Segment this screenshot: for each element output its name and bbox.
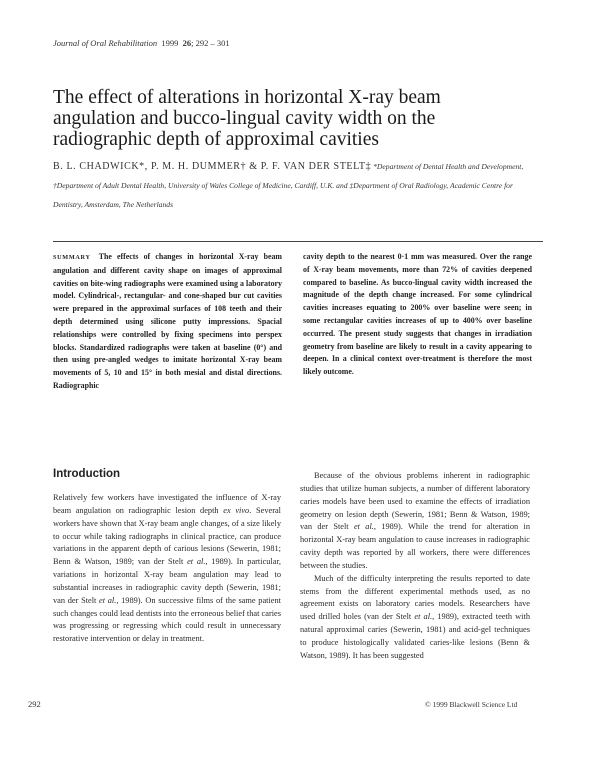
article-title: The effect of alterations in horizontal X-ray beam angulation and bucco-lingual cavity width on the radiographic depth of approximal cavities bbox=[53, 87, 441, 150]
section-divider bbox=[53, 241, 543, 242]
body-right-column bbox=[300, 470, 530, 663]
intro-paragraph-1: Relatively few workers have investigated the influence of X-ray beam angulation on radiographic lesion depth ex vivo. Several workers have shown that X-ray beam angle changes, of a size likely to occur while taking radiographs in clinical practice, can produce variations in the apparent depth of carious lesions (Sewerin, 1981; Benn & Watson, 1989; van der Stelt et al., 1989). In particular, variations in horizontal X-ray beam angulation may lead to substantial increases in radiographic cavity depth (Sewerin, 1981; van der Stelt et al., 1989). On successive films of the same patient such changes could lead dentists into the erroneous belief that caries was progressing or regressing which could result in unnecessary restorative intervention or delay in treatment. bbox=[53, 493, 281, 644]
author-names: B. L. CHADWICK*, P. M. H. DUMMER† & P. F. VAN DER STELT‡ bbox=[53, 161, 372, 172]
abstract-left-column bbox=[53, 251, 282, 393]
page-number: 292 bbox=[28, 699, 41, 709]
summary-label: SUMMARY bbox=[53, 254, 91, 261]
introduction-heading: Introduction bbox=[53, 468, 121, 480]
intro-paragraph-3: Much of the difficulty interpreting the results reported to date stems from the different experimental methods used, as no agreement exists on laboratory caries models. Researchers have used drilled holes (van der Stelt et al., 1989), extracted teeth with natural approximal caries (Sewerin, 1981) and acid-gel techniques to produce histologically validated caries-like lesions (Benn & Watson, 1989). It has been suggested bbox=[300, 573, 530, 660]
abstract-text-right: cavity depth to the nearest 0·1 mm was measured. Over the range of X-ray beam movements, more than 72% of cavities deepened compared to baseline. As bucco-lingual cavity width increased the magnitude of the depth change increased. For some cylindrical cavities increases equating to 200% over baseline were seen; in some rectangular cavities increases of up to 400% over baseline occurred. The present study suggests that changes in irradiation geometry from baseline are likely to result in a cavity appearing to deepen. In a clinical context over-treatment is therefore the most likely outcome. bbox=[303, 252, 532, 377]
journal-name: Journal of Oral Rehabilitation bbox=[53, 38, 158, 48]
journal-year: 1999 bbox=[161, 38, 179, 48]
author-affiliations: *Department of Dental Health and Development, †Department of Adult Dental Health, University of Wales College of Medicine, Cardiff, U.K. and ‡Department of Oral Radiology, Academic Centre for Dentistry, Amsterdam, The Netherlands bbox=[53, 162, 524, 209]
abstract-text-left: The effects of changes in horizontal X-ray beam angulation and different cavity shape on images of approximal cavities on bite-wing radiographs were examined using a laboratory model. Cylindrical-, rectangular- and cone-shaped bur cut cavities were prepared in the approximal surfaces of 108 teeth and their depth determined using silicone putty impressions. Spacial relationships were controlled by fixing specimens into perspex blocks. Standardized radiographs were taken at baseline (0°) and then using pre-angled wedges to imitate horizontal X-ray beam movements of 5, 10 and 15° in both mesial and distal directions. Radiographic bbox=[53, 252, 282, 390]
abstract-right-column bbox=[303, 251, 532, 379]
body-left-column bbox=[53, 492, 281, 646]
journal-header bbox=[53, 38, 230, 48]
intro-paragraph-2: Because of the obvious problems inherent in radiographic studies that utilize human subjects, a number of different laboratory caries models have been used to examine the effects of irradiation geometry on lesion depth (Sewerin, 1981; Benn & Watson, 1989; van der Stelt et al., 1989). While the trend for alteration in horizontal X-ray beam angulation to cause increases in radiographic cavity depth was reported by all workers, there were differences between the studies. bbox=[300, 471, 531, 570]
author-block bbox=[53, 157, 543, 214]
copyright-notice: © 1999 Blackwell Science Ltd bbox=[425, 700, 518, 709]
journal-pages: ; 292 – 301 bbox=[191, 38, 230, 48]
journal-volume: 26 bbox=[182, 38, 192, 48]
